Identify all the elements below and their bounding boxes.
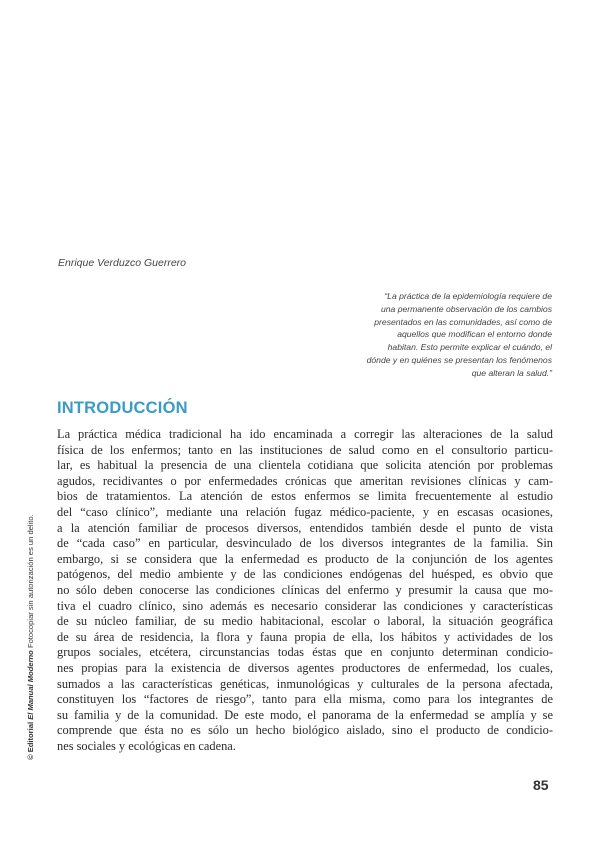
- body-line: nes propias para la existencia de diversos agentes productores de enfermedad, los cuales,: [57, 660, 553, 675]
- copyright-prefix: © Editorial: [26, 719, 35, 760]
- body-line: constituyen los “factores de riesgo”, tanto para ella misma, como para los integrantes de: [57, 692, 553, 707]
- body-line: grupos sociales, etcétera, circunstancias todas éstas que en conjunto determinan condicio-: [57, 645, 553, 660]
- author-name: Enrique Verduzco Guerrero: [58, 257, 187, 269]
- body-line: La práctica médica tradicional ha ido encaminada a corregir las alteraciones de la salud: [57, 427, 553, 441]
- body-line: lar, es habitual la presencia de una clientela cotidiana que solicita atención por problemas: [57, 458, 553, 473]
- epigraph-quote: [300, 290, 552, 380]
- body-line: su familia y de la comunidad. De este modo, el panorama de la enfermedad se amplía y se: [57, 707, 553, 722]
- body-line: embargo, si se considera que la enfermedad es producto de la conjunción de los agentes: [57, 551, 553, 566]
- body-line: sumados a las características genéticas, inmunológicas y culturales de la persona afectada,: [57, 676, 553, 691]
- body-line: tiva el cuadro clínico, sino además es necesario considerar las condiciones y características: [57, 598, 553, 613]
- copyright-suffix: Fotocopiar sin autorización es un delito.: [26, 514, 35, 651]
- body-line: a la atención familiar de procesos diversos, entendidos también desde el punto de vista: [57, 520, 553, 535]
- body-line: agudos, recidivantes o por enfermedades crónicas que ameritan revisiones clínicas y cam-: [57, 473, 553, 488]
- body-line: de su área de residencia, la flora y fauna propia de ella, los hábitos y actividades de los: [57, 629, 553, 644]
- body-line: física de los enfermos; tanto en las instituciones de salud como en el consultorio particu-: [57, 442, 553, 457]
- epigraph-line: habitan. Esto permite explicar el cuándo, el: [387, 342, 552, 353]
- body-paragraph: [57, 427, 553, 754]
- body-line: de su núcleo familiar, de su medio habitacional, escolar o laboral, la situación geográfica: [57, 614, 553, 629]
- epigraph-line: que alteran la salud.”: [471, 367, 552, 378]
- copyright-notice: [26, 514, 35, 760]
- epigraph-line: una permanente observación de los cambios: [380, 303, 552, 314]
- body-line: nes sociales y ecológicas en cadena.: [57, 738, 236, 753]
- publisher-name: El Manual Moderno: [26, 650, 35, 720]
- epigraph-line: aquellos que modifican el entorno donde: [397, 329, 552, 340]
- body-line: patógenos, del medio ambiente y de las condiciones endógenas del huésped, es obvio que: [57, 567, 553, 582]
- epigraph-line: dónde y en quiénes se presentan los fenómenos: [366, 354, 552, 365]
- body-line: comprende que ésta no es sólo un hecho biológico aislado, sino el producto de condicio-: [57, 723, 553, 738]
- epigraph-line: “La práctica de la epidemiología requiere de: [384, 291, 552, 301]
- body-line: del “caso clínico”, mediante una relación fugaz médico-paciente, y en escasas ocasiones,: [57, 504, 553, 519]
- page-number: 85: [533, 777, 549, 793]
- body-line: de “cada caso” en particular, desvinculado de los diversos integrantes de la familia. Sin: [57, 536, 553, 551]
- epigraph-line: presentados en las comunidades, así como de: [374, 316, 552, 327]
- section-title: INTRODUCCIÓN: [57, 399, 188, 417]
- body-line: no sólo deben conocerse las condiciones clínicas del enfermo y presumir la causa que mo-: [57, 582, 553, 597]
- body-line: bios de tratamientos. La atención de estos enfermos se limita frecuentemente al estudio: [57, 489, 553, 504]
